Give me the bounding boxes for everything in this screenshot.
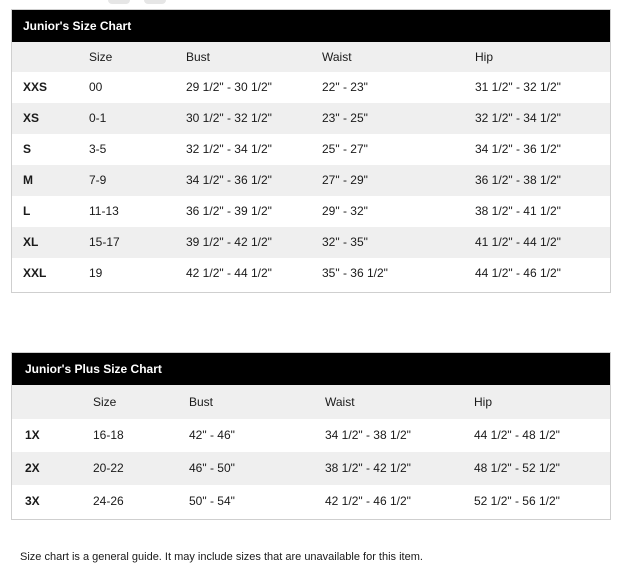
hip-value: 31 1/2" - 32 1/2": [475, 80, 561, 94]
size-label: XL: [23, 235, 39, 249]
table-row: [12, 227, 610, 258]
size-label: XXS: [23, 80, 48, 94]
table-header-row: [12, 42, 610, 72]
bust-value: 29 1/2" - 30 1/2": [186, 80, 272, 94]
hip-value: 38 1/2" - 41 1/2": [475, 204, 561, 218]
waist-value: 42 1/2" - 46 1/2": [325, 494, 411, 508]
waist-value: 38 1/2" - 42 1/2": [325, 461, 411, 475]
waist-value: 34 1/2" - 38 1/2": [325, 428, 411, 442]
bust-value: 34 1/2" - 36 1/2": [186, 173, 272, 187]
waist-value: 25" - 27": [322, 142, 368, 156]
size-value: 00: [89, 80, 103, 94]
header-hip: Hip: [475, 50, 494, 64]
waist-value: 32" - 35": [322, 235, 368, 249]
size-label: 3X: [25, 494, 40, 508]
bust-value: 42" - 46": [189, 428, 235, 442]
bust-value: 46" - 50": [189, 461, 235, 475]
size-value: 3-5: [89, 142, 107, 156]
waist-value: 35" - 36 1/2": [322, 266, 388, 280]
hip-value: 44 1/2" - 48 1/2": [474, 428, 560, 442]
juniors-size-chart: [11, 9, 611, 293]
size-label: 2X: [25, 461, 40, 475]
size-label: M: [23, 173, 33, 187]
size-value: 11-13: [89, 204, 119, 218]
size-value: 20-22: [93, 461, 124, 475]
waist-value: 27" - 29": [322, 173, 368, 187]
size-label: S: [23, 142, 32, 156]
hip-value: 32 1/2" - 34 1/2": [475, 111, 561, 125]
size-label: XS: [23, 111, 40, 125]
table-row: [12, 419, 610, 452]
table-header-row: [12, 385, 610, 419]
size-label: L: [23, 204, 31, 218]
header-size: Size: [89, 50, 113, 64]
size-value: 0-1: [89, 111, 107, 125]
table-row: [12, 165, 610, 196]
table-row: [12, 485, 610, 518]
waist-value: 22" - 23": [322, 80, 368, 94]
header-bust: Bust: [186, 50, 211, 64]
chart-title: Junior's Plus Size Chart: [12, 353, 610, 385]
size-value: 7-9: [89, 173, 107, 187]
hip-value: 44 1/2" - 46 1/2": [475, 266, 561, 280]
header-waist: Waist: [322, 50, 352, 64]
chart-title: Junior's Size Chart: [12, 10, 610, 42]
size-label: 1X: [25, 428, 40, 442]
bust-value: 30 1/2" - 32 1/2": [186, 111, 272, 125]
waist-value: 23" - 25": [322, 111, 368, 125]
bust-value: 36 1/2" - 39 1/2": [186, 204, 272, 218]
size-value: 15-17: [89, 235, 120, 249]
table-row: [12, 258, 610, 289]
size-value: 16-18: [93, 428, 124, 442]
header-size: Size: [93, 395, 117, 409]
table-row: [12, 103, 610, 134]
header-waist: Waist: [325, 395, 355, 409]
top-decoration: [108, 0, 188, 5]
header-hip: Hip: [474, 395, 493, 409]
size-chart-footnote: Size chart is a general guide. It may include sizes that are unavailable for this item.: [20, 551, 423, 563]
hip-value: 48 1/2" - 52 1/2": [474, 461, 560, 475]
hip-value: 34 1/2" - 36 1/2": [475, 142, 561, 156]
bust-value: 50" - 54": [189, 494, 235, 508]
size-value: 19: [89, 266, 103, 280]
table-row: [12, 452, 610, 485]
waist-value: 29" - 32": [322, 204, 368, 218]
bust-value: 39 1/2" - 42 1/2": [186, 235, 272, 249]
table-row: [12, 72, 610, 103]
bust-value: 42 1/2" - 44 1/2": [186, 266, 272, 280]
hip-value: 52 1/2" - 56 1/2": [474, 494, 560, 508]
hip-value: 41 1/2" - 44 1/2": [475, 235, 561, 249]
size-value: 24-26: [93, 494, 124, 508]
hip-value: 36 1/2" - 38 1/2": [475, 173, 561, 187]
size-label: XXL: [23, 266, 47, 280]
table-row: [12, 134, 610, 165]
table-row: [12, 196, 610, 227]
bust-value: 32 1/2" - 34 1/2": [186, 142, 272, 156]
header-bust: Bust: [189, 395, 214, 409]
juniors-plus-size-chart: [11, 352, 611, 520]
